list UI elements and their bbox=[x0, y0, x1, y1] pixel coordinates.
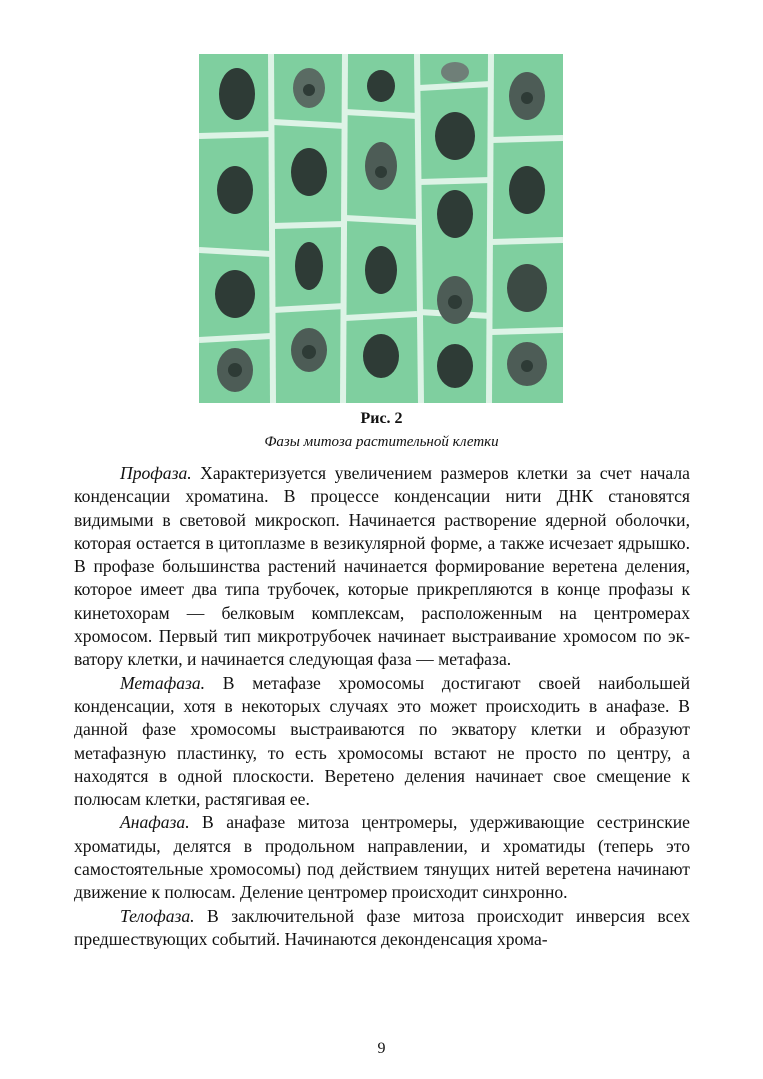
figure-caption: Фазы митоза растительной клетки bbox=[264, 434, 499, 450]
page-number: 9 bbox=[377, 1040, 386, 1057]
text-anaphase: В анафазе митоза центромеры, удерживающие сестринские хроматиды, делятся в продольном направлении, и хроматиды (теперь это самостоятельные хромосомы) под действием тянущих нитей веретена начинают движение к полюсам. Деление центромер происходит синхронно. bbox=[74, 812, 690, 903]
figure-number: Рис. 2 bbox=[360, 410, 403, 427]
text-prophase: Характеризуется увеличением размеров клетки за счет начала конденсации хроматина. В процессе конденсации нити ДНК становятся видимыми в световой микроскоп. Начинается растворение ядерной оболочки, которая остается в цитоплазме в везикулярной форме, а также исчезает ядрышко. В профазе большинства растений начинается формирование веретена деления, которое имеет два типа трубочек, которые прикрепляются в конце профазы к кинетохорам — белковым комплексам, расположенным на центромерах хромосом. Первый тип микротрубочек начинает выстраивание хромосом по экватору клетки, и начинается следующая фаза — метафаза. bbox=[74, 463, 690, 670]
term-anaphase: Анафаза. bbox=[120, 812, 190, 833]
term-telophase: Телофаза. bbox=[120, 905, 195, 926]
body-text bbox=[74, 462, 690, 951]
paragraph-telophase bbox=[74, 905, 690, 952]
term-metaphase: Метафаза. bbox=[120, 672, 206, 693]
paragraph-metaphase bbox=[74, 672, 690, 812]
paragraph-anaphase bbox=[74, 811, 690, 904]
text-telophase: В заключительной фазе митоза происходит инверсия всех предшествующих событий. Начинаются деконденсация хрома- bbox=[74, 905, 690, 949]
term-prophase: Профаза. bbox=[120, 463, 192, 483]
paragraph-prophase bbox=[74, 462, 690, 672]
text-metaphase: В метафазе хромосомы достигают своей наибольшей конденсации, хотя в некоторых случаях это может происходить в анафазе. В данной фазе хромосомы выстраиваются по экватору клетки и образуют метафазную пластинку, то есть хромосомы встают не просто по центру, а находятся в одной плоскости. Веретено деления начинает свое смещение к полюсам клетки, растягивая ее. bbox=[74, 672, 690, 810]
mitosis-micrograph bbox=[199, 54, 563, 403]
